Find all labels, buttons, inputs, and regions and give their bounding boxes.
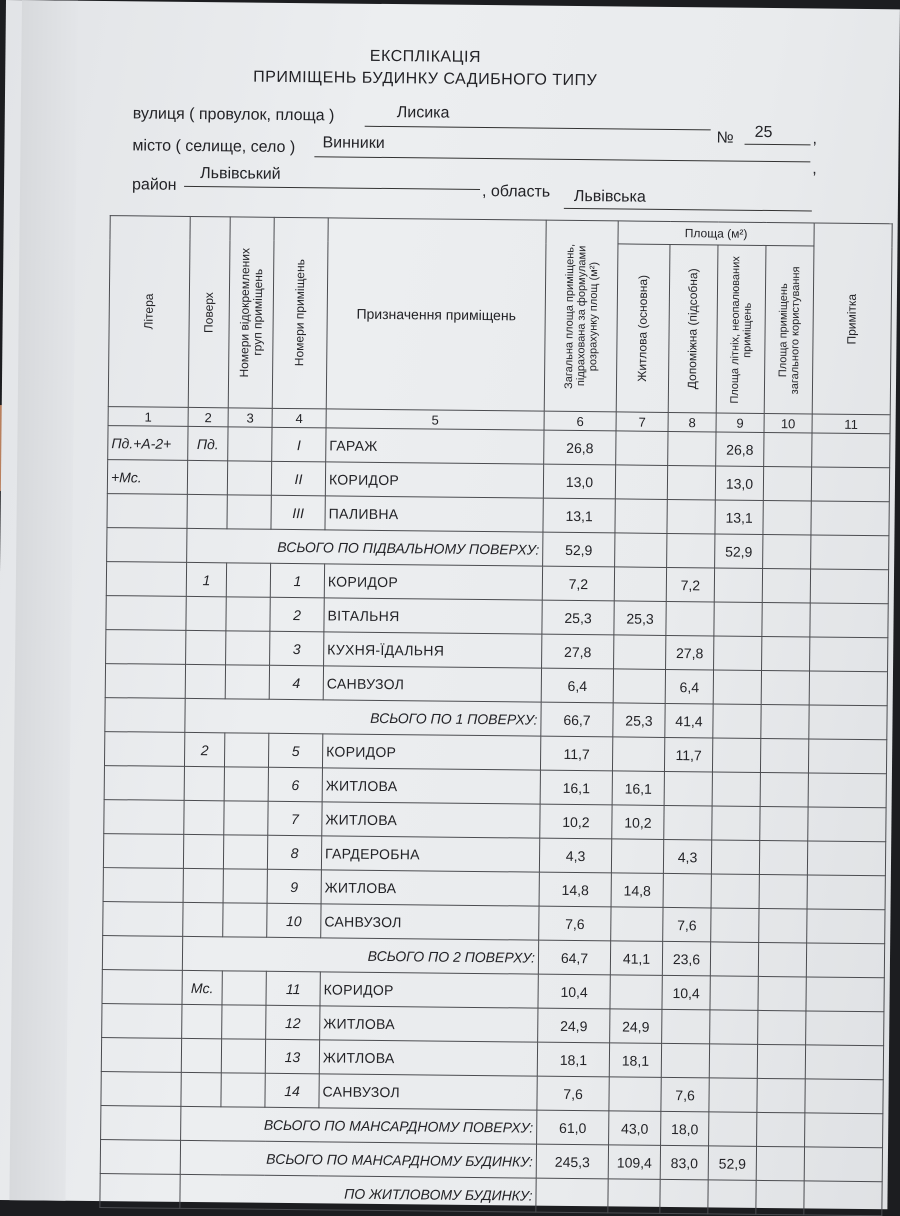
room-purpose-cell: КОРИДОР <box>320 972 538 1008</box>
living-area-cell <box>616 431 668 466</box>
auxiliary-area-cell: 4,3 <box>663 839 711 874</box>
room-number-cell: 8 <box>267 835 321 870</box>
note-cell <box>806 1011 884 1046</box>
note-cell <box>805 1045 883 1080</box>
total-area-cell <box>536 1178 608 1213</box>
total-area-cell: 13,0 <box>543 464 615 499</box>
column-number: 1 <box>108 407 188 427</box>
litera-cell: +Мс. <box>107 460 187 495</box>
living-area-cell <box>613 669 665 704</box>
room-number-cell: I <box>272 427 326 462</box>
number-line <box>745 144 811 146</box>
living-area-cell <box>615 499 667 534</box>
common-area-cell <box>761 704 809 739</box>
summer-area-cell: 52,9 <box>708 1146 756 1181</box>
house-number-value: 25 <box>754 123 773 142</box>
auxiliary-area-cell: 83,0 <box>660 1145 708 1180</box>
summer-area-cell: 13,0 <box>715 466 763 501</box>
separator-comma: , <box>812 160 817 178</box>
note-cell <box>805 1079 883 1114</box>
floor-cell <box>181 1072 221 1106</box>
summer-area-cell <box>711 908 759 943</box>
group-number-cell <box>222 971 266 1005</box>
summer-area-cell <box>710 1010 758 1045</box>
column-header-auxiliary: Допоміжна (підсобна) <box>684 268 701 390</box>
floor-cell <box>186 630 226 664</box>
region-value: Львівська <box>573 187 646 206</box>
note-cell <box>810 637 888 672</box>
room-purpose-cell: КОРИДОР <box>325 462 543 498</box>
living-area-cell <box>612 737 664 772</box>
column-header-group-numbers: Номери відокремлених груп приміщень <box>236 247 265 378</box>
room-purpose-cell: КУХНЯ-ЇДАЛЬНЯ <box>324 632 542 668</box>
room-number-cell: 3 <box>270 631 324 666</box>
auxiliary-area-cell: 18,0 <box>661 1111 709 1146</box>
total-area-cell: 245,3 <box>536 1144 608 1179</box>
total-area-cell: 6,4 <box>541 668 613 703</box>
litera-cell <box>101 1072 181 1107</box>
total-area-cell: 26,8 <box>544 430 616 465</box>
litera-cell: Пд.+А-2+ <box>108 426 188 461</box>
floor-cell: 2 <box>184 732 224 766</box>
auxiliary-area-cell <box>667 465 715 500</box>
group-number-cell <box>221 1039 265 1073</box>
living-area-cell <box>615 533 667 568</box>
room-purpose-cell: ЖИТЛОВА <box>320 1006 538 1042</box>
room-purpose-cell: САНВУЗОЛ <box>319 1074 537 1110</box>
floor-cell: Пд. <box>188 426 228 460</box>
living-area-cell: 10,2 <box>612 805 664 840</box>
floor-total-row <box>100 1174 882 1216</box>
group-number-cell <box>224 801 268 835</box>
auxiliary-area-cell <box>667 533 715 568</box>
common-area-cell <box>756 1146 804 1181</box>
note-cell <box>804 1147 882 1182</box>
living-area-cell: 109,4 <box>608 1145 660 1180</box>
common-area-cell <box>760 738 808 773</box>
note-cell <box>808 739 886 774</box>
column-number: 11 <box>812 414 890 434</box>
common-area-cell <box>760 806 808 841</box>
total-area-cell: 24,9 <box>538 1008 610 1043</box>
group-number-cell <box>225 665 269 699</box>
auxiliary-area-cell <box>664 771 712 806</box>
total-label: ВСЬОГО ПО ПІДВАЛЬНОМУ ПОВЕРХУ: <box>187 528 543 566</box>
total-area-cell: 64,7 <box>538 940 610 975</box>
room-purpose-cell: ГАРАЖ <box>326 428 544 464</box>
total-area-cell: 11,7 <box>540 736 612 771</box>
auxiliary-area-cell: 6,4 <box>665 669 713 704</box>
litera-cell <box>105 698 185 733</box>
column-header-total-area: Загальна площа приміщень, підрахована за формулами розрахунку площ (м²) <box>562 243 600 389</box>
total-label: ВСЬОГО ПО МАНСАРДНОМУ БУДИНКУ: <box>180 1140 536 1178</box>
column-number: 2 <box>188 407 228 426</box>
summer-area-cell <box>710 942 758 977</box>
district-value: Львівський <box>200 165 281 183</box>
summer-area-cell: 13,1 <box>715 500 763 535</box>
total-label: ВСЬОГО ПО МАНСАРДНОМУ ПОВЕРХУ: <box>181 1106 537 1144</box>
note-cell <box>807 841 885 876</box>
common-area-cell <box>762 636 810 671</box>
note-cell <box>811 501 889 536</box>
total-area-cell: 16,1 <box>540 770 612 805</box>
room-number-cell: 10 <box>267 903 321 938</box>
common-area-cell <box>758 942 806 977</box>
living-area-cell <box>615 465 667 500</box>
room-number-cell: 2 <box>270 597 324 632</box>
room-purpose-cell: ЖИТЛОВА <box>321 870 539 906</box>
common-area-cell <box>757 1044 805 1079</box>
living-area-cell <box>614 567 666 602</box>
document-subtitle: ПРИМІЩЕНЬ БУДИНКУ САДИБНОГО ТИПУ <box>253 68 598 90</box>
explication-table <box>99 215 892 1216</box>
room-purpose-cell: ГАРДЕРОБНА <box>321 836 539 872</box>
litera-cell <box>106 630 186 665</box>
region-label-text: область <box>490 183 551 201</box>
common-area-cell <box>759 840 807 875</box>
living-area-cell <box>611 839 663 874</box>
litera-cell <box>104 732 184 767</box>
summer-area-cell <box>713 670 761 705</box>
city-label: місто ( селище, село ) <box>132 137 296 157</box>
column-number: 6 <box>544 411 616 431</box>
summer-area-cell <box>714 602 762 637</box>
auxiliary-area-cell <box>663 873 711 908</box>
litera-cell <box>106 562 186 597</box>
summer-area-cell: 26,8 <box>716 432 764 467</box>
common-area-cell <box>760 772 808 807</box>
litera-cell <box>106 596 186 631</box>
group-number-cell <box>224 767 268 801</box>
floor-cell <box>183 902 223 936</box>
street-value: Лисика <box>396 104 450 122</box>
living-area-cell <box>610 975 662 1010</box>
floor-cell: Мс. <box>182 970 222 1004</box>
total-label: ПО ЖИТЛОВОМУ БУДИНКУ: <box>180 1174 536 1212</box>
note-cell <box>810 569 888 604</box>
living-area-cell: 16,1 <box>612 771 664 806</box>
summer-area-cell <box>711 874 759 909</box>
auxiliary-area-cell <box>667 499 715 534</box>
district-line <box>184 186 480 190</box>
note-cell <box>809 705 887 740</box>
column-number: 5 <box>326 409 544 430</box>
room-number-cell: III <box>271 495 325 530</box>
region-line <box>564 208 812 212</box>
litera-cell <box>103 834 183 869</box>
room-purpose-cell: ВІТАЛЬНЯ <box>324 598 542 634</box>
room-number-cell: 1 <box>270 563 324 598</box>
litera-cell <box>107 528 187 563</box>
summer-area-cell <box>714 568 762 603</box>
auxiliary-area-cell: 11,7 <box>664 737 712 772</box>
total-area-cell: 27,8 <box>542 634 614 669</box>
column-header-common: Площа приміщень загального користування <box>776 265 802 394</box>
city-value: Винники <box>322 134 385 152</box>
group-number-cell <box>223 903 267 937</box>
living-area-cell <box>611 907 663 942</box>
room-purpose-cell: САНВУЗОЛ <box>323 666 541 702</box>
living-area-cell: 14,8 <box>611 873 663 908</box>
city-line <box>314 156 810 162</box>
living-area-cell: 25,3 <box>613 703 665 738</box>
separator-comma: , <box>812 130 818 148</box>
column-header-area-group: Площа (м²) <box>618 221 814 246</box>
auxiliary-area-cell: 7,6 <box>661 1077 709 1112</box>
column-number: 4 <box>272 408 326 428</box>
litera-cell <box>102 1004 182 1039</box>
floor-cell <box>183 868 223 902</box>
note-cell <box>807 909 885 944</box>
auxiliary-area-cell <box>668 431 716 466</box>
column-header-litera: Літера <box>141 293 156 330</box>
room-number-cell: 13 <box>265 1039 319 1074</box>
column-header-summer: Площа літніх, неопалюваних приміщень <box>728 255 754 403</box>
note-cell <box>810 603 888 638</box>
note-cell <box>812 433 890 468</box>
summer-area-cell: 52,9 <box>715 534 763 569</box>
total-area-cell: 10,4 <box>538 974 610 1009</box>
district-label: район <box>131 176 177 194</box>
room-purpose-cell: ЖИТЛОВА <box>322 802 540 838</box>
auxiliary-area-cell: 27,8 <box>666 635 714 670</box>
note-cell <box>806 977 884 1012</box>
total-label: ВСЬОГО ПО 2 ПОВЕРХУ: <box>182 936 538 974</box>
room-number-cell: II <box>271 461 325 496</box>
note-cell <box>807 875 885 910</box>
living-area-cell <box>609 1077 661 1112</box>
total-area-cell: 7,6 <box>537 1076 609 1111</box>
common-area-cell <box>764 432 812 467</box>
room-number-cell: 12 <box>266 1005 320 1040</box>
room-number-cell: 14 <box>265 1073 319 1108</box>
litera-cell <box>102 936 182 971</box>
column-number: 7 <box>616 412 668 432</box>
total-area-cell: 7,6 <box>539 906 611 941</box>
floor-cell <box>182 1004 222 1038</box>
litera-cell <box>104 800 184 835</box>
living-area-cell <box>614 635 666 670</box>
living-area-cell <box>608 1179 660 1214</box>
number-label: № <box>716 129 734 147</box>
group-number-cell <box>227 495 271 529</box>
common-area-cell <box>757 1112 805 1147</box>
litera-cell <box>104 766 184 801</box>
note-cell <box>811 535 889 570</box>
group-number-cell <box>224 733 268 767</box>
floor-cell <box>187 460 227 494</box>
street-label: вулиця ( провулок, площа ) <box>132 105 335 125</box>
summer-area-cell <box>712 806 760 841</box>
auxiliary-area-cell: 10,4 <box>662 975 710 1010</box>
litera-cell <box>105 664 185 699</box>
total-area-cell: 25,3 <box>542 600 614 635</box>
room-number-cell: 4 <box>269 665 323 700</box>
total-area-cell: 61,0 <box>537 1110 609 1145</box>
floor-cell <box>183 834 223 868</box>
room-purpose-cell: КОРИДОР <box>324 564 542 600</box>
common-area-cell <box>757 1078 805 1113</box>
group-number-cell <box>227 461 271 495</box>
common-area-cell <box>763 466 811 501</box>
auxiliary-area-cell: 41,4 <box>665 703 713 738</box>
total-area-cell: 66,7 <box>541 702 613 737</box>
total-label: ВСЬОГО ПО 1 ПОВЕРХУ: <box>185 698 541 736</box>
auxiliary-area-cell: 23,6 <box>662 941 710 976</box>
room-number-cell: 11 <box>266 971 320 1006</box>
total-area-cell: 4,3 <box>539 838 611 873</box>
floor-cell <box>184 800 224 834</box>
room-number-cell: 5 <box>268 733 322 768</box>
floor-cell <box>186 596 226 630</box>
note-cell <box>811 467 889 502</box>
total-area-cell: 18,1 <box>537 1042 609 1077</box>
note-cell <box>808 773 886 808</box>
room-purpose-cell: КОРИДОР <box>322 734 540 770</box>
floor-cell <box>181 1038 221 1072</box>
street-line <box>365 126 711 131</box>
column-header-living: Житлова (основна) <box>635 274 651 382</box>
group-number-cell <box>221 1073 265 1107</box>
group-number-cell <box>226 597 270 631</box>
litera-cell <box>101 1106 181 1141</box>
total-area-cell: 7,2 <box>542 566 614 601</box>
litera-cell <box>100 1140 180 1175</box>
auxiliary-area-cell <box>660 1179 708 1214</box>
column-number: 10 <box>764 413 812 433</box>
summer-area-cell <box>711 840 759 875</box>
note-cell <box>805 1113 883 1148</box>
column-header-room-numbers: Номери приміщень <box>292 259 308 367</box>
common-area-cell <box>763 500 811 535</box>
room-purpose-cell: ПАЛИВНА <box>325 496 543 532</box>
note-cell <box>804 1181 882 1216</box>
common-area-cell <box>758 976 806 1011</box>
floor-cell <box>184 766 224 800</box>
auxiliary-area-cell <box>662 1009 710 1044</box>
column-number: 3 <box>228 408 272 427</box>
common-area-cell <box>761 670 809 705</box>
total-area-cell: 10,2 <box>540 804 612 839</box>
litera-cell <box>100 1174 180 1209</box>
column-header-purpose: Призначення приміщень <box>326 218 546 411</box>
document-title: ЕКСПЛІКАЦІЯ <box>369 47 482 66</box>
litera-cell <box>101 1038 181 1073</box>
floor-cell: 1 <box>186 562 226 596</box>
group-number-cell <box>228 427 272 461</box>
column-number: 9 <box>716 413 764 433</box>
room-purpose-cell: САНВУЗОЛ <box>321 904 539 940</box>
summer-area-cell <box>709 1078 757 1113</box>
summer-area-cell <box>709 1112 757 1147</box>
summer-area-cell <box>713 704 761 739</box>
region-label: , область <box>481 182 551 201</box>
room-number-cell: 6 <box>268 767 322 802</box>
common-area-cell <box>759 874 807 909</box>
living-area-cell: 24,9 <box>610 1009 662 1044</box>
common-area-cell <box>762 568 810 603</box>
living-area-cell: 41,1 <box>610 941 662 976</box>
auxiliary-area-cell: 7,6 <box>663 907 711 942</box>
column-header-note: Примітка <box>844 293 859 345</box>
litera-cell <box>103 868 183 903</box>
litera-cell <box>107 494 187 529</box>
common-area-cell <box>758 1010 806 1045</box>
litera-cell <box>102 970 182 1005</box>
note-cell <box>806 943 884 978</box>
living-area-cell: 18,1 <box>609 1043 661 1078</box>
room-number-cell: 7 <box>268 801 322 836</box>
living-area-cell: 43,0 <box>609 1111 661 1146</box>
living-area-cell: 25,3 <box>614 601 666 636</box>
auxiliary-area-cell <box>666 601 714 636</box>
floor-cell <box>187 494 227 528</box>
common-area-cell <box>762 602 810 637</box>
group-number-cell <box>223 869 267 903</box>
common-area-cell <box>759 908 807 943</box>
summer-area-cell <box>712 772 760 807</box>
summer-area-cell <box>709 1044 757 1079</box>
auxiliary-area-cell <box>661 1043 709 1078</box>
auxiliary-area-cell: 7,2 <box>666 567 714 602</box>
total-area-cell: 13,1 <box>543 498 615 533</box>
column-header-floor: Поверх <box>201 291 216 333</box>
table-header-row <box>110 216 892 247</box>
note-cell <box>808 807 886 842</box>
total-area-cell: 14,8 <box>539 872 611 907</box>
floor-cell <box>185 664 225 698</box>
common-area-cell <box>756 1180 804 1215</box>
room-purpose-cell: ЖИТЛОВА <box>322 768 540 804</box>
group-number-cell <box>223 835 267 869</box>
auxiliary-area-cell <box>664 805 712 840</box>
litera-cell <box>103 902 183 937</box>
room-purpose-cell: ЖИТЛОВА <box>319 1040 537 1076</box>
summer-area-cell <box>712 738 760 773</box>
total-area-cell: 52,9 <box>543 532 615 567</box>
summer-area-cell <box>714 636 762 671</box>
page-edge <box>9 0 78 1201</box>
common-area-cell <box>763 534 811 569</box>
room-number-cell: 9 <box>267 869 321 904</box>
group-number-cell <box>226 563 270 597</box>
summer-area-cell <box>710 976 758 1011</box>
group-number-cell <box>226 631 270 665</box>
summer-area-cell <box>708 1180 756 1215</box>
note-cell <box>809 671 887 706</box>
column-number: 8 <box>668 412 716 432</box>
group-number-cell <box>222 1005 266 1039</box>
